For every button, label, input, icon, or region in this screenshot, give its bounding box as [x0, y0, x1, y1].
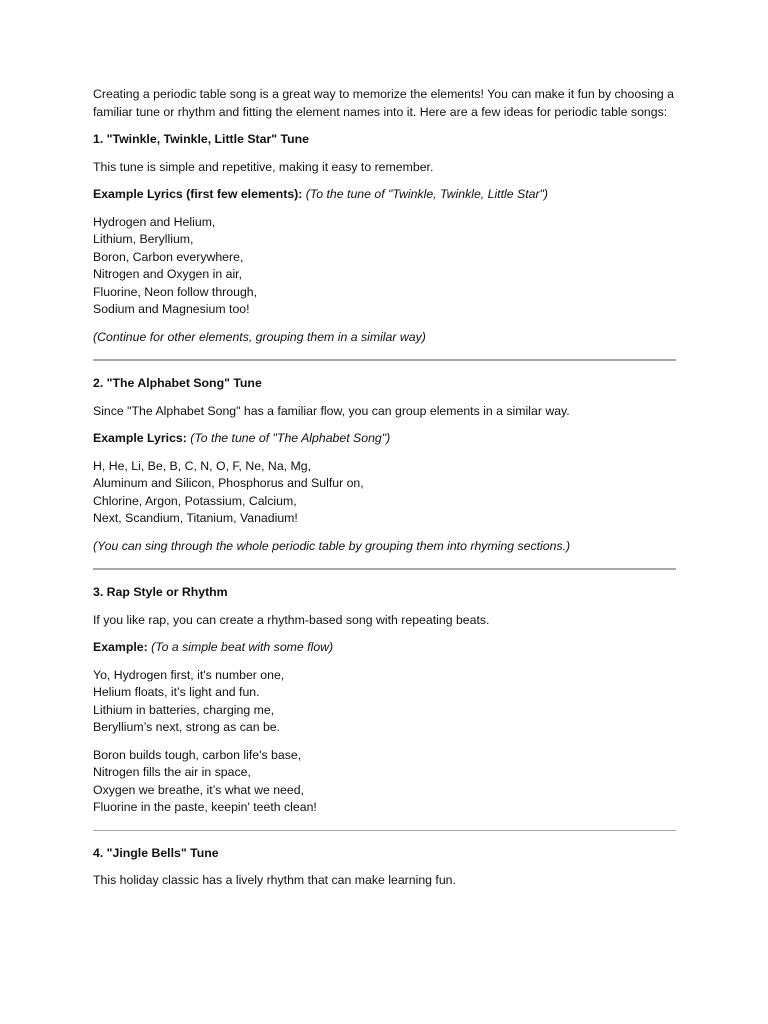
example-label: Example Lyrics (first few elements): [93, 187, 303, 201]
section-divider [93, 568, 676, 570]
lyrics-stanza [93, 214, 676, 319]
example-note: (To the tune of "Twinkle, Twinkle, Little Star") [305, 187, 549, 201]
lyric-line: Beryllium’s next, strong as can be. [93, 720, 281, 734]
lyric-line: Hydrogen and Helium, [93, 214, 216, 229]
closing-note: (Continue for other elements, grouping them in a similar way) [93, 329, 426, 344]
lyric-line: Yo, Hydrogen first, it's number one, [93, 667, 285, 682]
example-label: Example: [93, 640, 148, 654]
section-description: This tune is simple and repetitive, making it easy to remember. [93, 159, 434, 174]
lyric-line: Aluminum and Silicon, Phosphorus and Sulfur on, [93, 476, 364, 490]
lyric-line: Sodium and Magnesium too! [93, 302, 250, 316]
lyric-line: Lithium in batteries, charging me, [93, 702, 275, 717]
section-twinkle [93, 131, 676, 346]
lyric-line: Chlorine, Argon, Potassium, Calcium, [93, 493, 297, 508]
section-divider [93, 830, 676, 831]
example-note: (To a simple beat with some flow) [151, 640, 334, 654]
document-page [93, 86, 676, 900]
section-heading: 3. Rap Style or Rhythm [93, 585, 228, 599]
lyric-line: Helium floats, it’s light and fun. [93, 685, 260, 699]
example-note: (To the tune of "The Alphabet Song") [190, 431, 391, 445]
lyric-line: H, He, Li, Be, B, C, N, O, F, Ne, Na, Mg, [93, 458, 311, 473]
section-description: This holiday classic has a lively rhythm that can make learning fun. [93, 873, 456, 887]
intro-paragraph: Creating a periodic table song is a great way to memorize the elements! You can make it fun by choosing a familiar tune or rhythm and fitting the element names into it. Here are a few ideas for periodic table songs: [93, 87, 675, 119]
section-heading: 4. "Jingle Bells" Tune [93, 845, 219, 860]
example-line [93, 639, 676, 657]
example-line [93, 430, 676, 448]
example-line [93, 186, 676, 204]
lyric-line: Nitrogen fills the air in space, [93, 765, 251, 779]
section-description: Since "The Alphabet Song" has a familiar flow, you can group elements in a similar way. [93, 403, 570, 418]
lyric-line: Next, Scandium, Titanium, Vanadium! [93, 511, 298, 525]
section-description: If you like rap, you can create a rhythm-based song with repeating beats. [93, 612, 490, 627]
lyric-line: Nitrogen and Oxygen in air, [93, 267, 243, 281]
lyrics-stanza [93, 458, 676, 528]
lyric-line: Boron, Carbon everywhere, [93, 249, 244, 264]
section-jingle-bells [93, 845, 676, 890]
closing-note: (You can sing through the whole periodic table by grouping them into rhyming sections.) [93, 538, 571, 553]
lyric-line: Fluorine in the paste, keepin' teeth clean! [93, 800, 317, 814]
lyric-line: Oxygen we breathe, it’s what we need, [93, 782, 304, 797]
lyrics-stanza [93, 747, 676, 817]
lyrics-stanza [93, 667, 676, 737]
lyric-line: Fluorine, Neon follow through, [93, 284, 258, 299]
lyric-line: Boron builds tough, carbon life's base, [93, 747, 302, 762]
section-rap [93, 584, 676, 817]
lyric-line: Lithium, Beryllium, [93, 232, 194, 246]
section-heading: 2. "The Alphabet Song" Tune [93, 376, 262, 390]
section-heading: 1. "Twinkle, Twinkle, Little Star" Tune [93, 132, 309, 146]
example-label: Example Lyrics: [93, 431, 187, 445]
section-divider [93, 359, 676, 361]
section-alphabet [93, 375, 676, 555]
